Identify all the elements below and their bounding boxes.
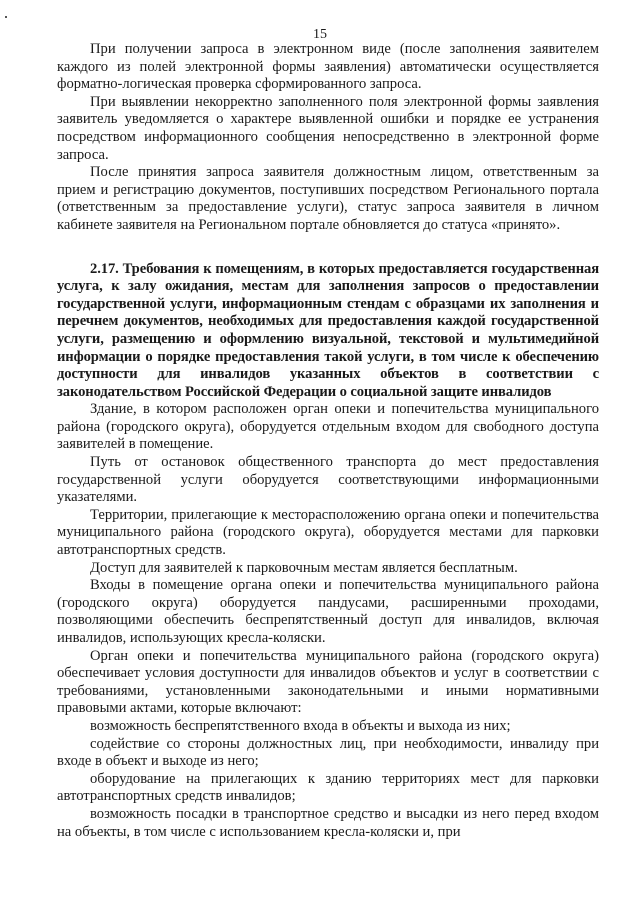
paragraph: После принятия запроса заявителя должностным лицом, ответственным за прием и регистрацию документов, поступивших посредством Регионального портала (ответственным за предоставление услуги), статус запроса заявителя в личном кабинете заявителя на Региональном портале обновляется до статуса «принято». (57, 164, 599, 233)
paragraph: Путь от остановок общественного транспорта до мест предоставления государственной услуги оборудуется соответствующими информационными указателями. (57, 454, 599, 506)
page-number: 15 (313, 27, 327, 42)
paragraph: Орган опеки и попечительства муниципального района (городского округа) обеспечивает условия доступности для инвалидов объектов и услуг в соответствии с требованиями, установленными законодательными и иными нормативными правовыми актами, которые включают: (57, 647, 599, 717)
section-heading: 2.17. Требования к помещениям, в которых предоставляется государственная услуга, к залу ожидания, местам для заполнения запросов о предоставлении государственной услуги, информационным стендам с образцами их заполнения и перечнем документов, необходимых для предоставления каждой государственной услуги, размещению и оформлению визуальной, текстовой и мультимедийной информации о порядке предоставления такой услуги, в том числе к обеспечению доступности для инвалидов указанных объектов в соответствии с законодательством Российской Федерации о социальной защите инвалидов (57, 260, 599, 400)
paragraph: Доступ для заявителей к парковочным местам является бесплатным. (90, 559, 518, 576)
scan-speck (5, 16, 7, 18)
list-item: оборудование на прилегающих к зданию территориях мест для парковки автотранспортных средств инвалидов; (57, 770, 599, 805)
paragraph: Здание, в котором расположен орган опеки и попечительства муниципального района (городского округа), оборудуется отдельным входом для свободного доступа заявителей в помещение. (57, 401, 599, 453)
paragraph: При получении запроса в электронном виде (после заполнения заявителем каждого из полей электронной формы заявления) автоматически осуществляется форматно-логическая проверка сформированного запроса. (57, 41, 599, 93)
list-item: возможность посадки в транспортное средство и высадки из него перед входом на объекты, в том числе с использованием кресла-коляски и, при (57, 805, 599, 840)
list-item: возможность беспрепятственного входа в объекты и выхода из них; (90, 717, 511, 734)
paragraph: При выявлении некорректно заполненного поля электронной формы заявления заявитель уведомляется о характере выявленной ошибки и порядке ее устранения посредством информационного сообщения непосредственно в электронной форме запроса. (57, 93, 599, 163)
paragraph: Входы в помещение органа опеки и попечительства муниципального района (городского округа) оборудуется пандусами, расширенными проходами, позволяющими обеспечить беспрепятственный доступ для инвалидов, включая инвалидов, использующих кресла-коляски. (57, 577, 599, 646)
list-item: содействие со стороны должностных лиц, при необходимости, инвалиду при входе в объект и выходе из него; (57, 735, 599, 770)
section-gap (57, 235, 599, 261)
paragraph: Территории, прилегающие к месторасположению органа опеки и попечительства муниципального района (городского округа), оборудуется местами для парковки автотранспортных средств. (57, 506, 599, 559)
page-body (57, 41, 599, 841)
